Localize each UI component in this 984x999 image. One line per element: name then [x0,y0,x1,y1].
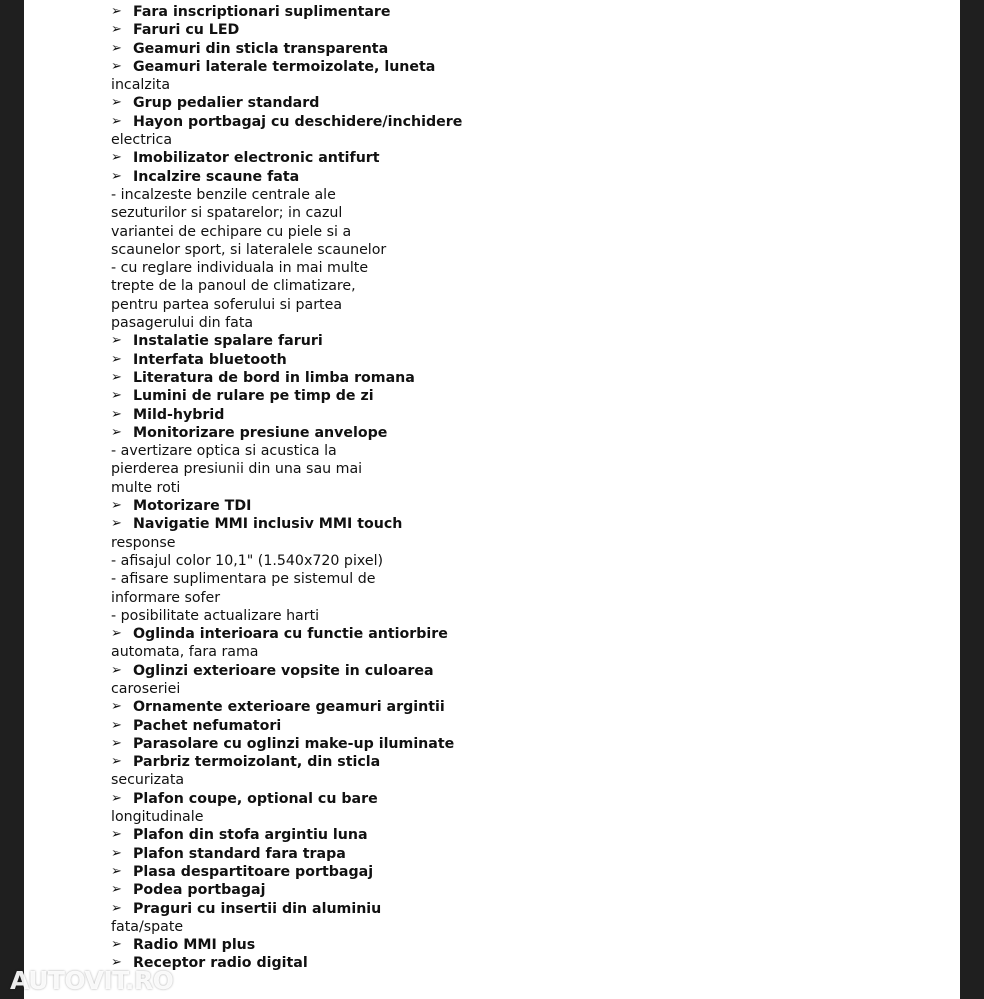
feature-item-label: Incalzire scaune fata [133,168,300,185]
feature-description-line: fata/spate [111,918,184,935]
feature-item [111,94,531,112]
feature-item [111,497,531,515]
feature-item [111,954,531,972]
feature-item-label: Geamuri laterale termoizolate, luneta [133,58,436,75]
feature-description-line: sezuturilor si spatarelor; in cazul [111,205,343,222]
arrow-bullet-icon: ➢ [111,113,122,129]
feature-item [111,717,531,735]
feature-item [111,387,531,405]
feature-description-line: - incalzeste benzile centrale ale [111,186,336,203]
feature-item [111,21,531,39]
feature-item [111,58,531,76]
feature-item [111,936,531,954]
feature-item-label: Instalatie spalare faruri [133,333,323,350]
feature-item [111,3,531,21]
feature-item-label: Lumini de rulare pe timp de zi [133,388,374,405]
arrow-bullet-icon: ➢ [111,351,122,367]
feature-item-label: Literatura de bord in limba romana [133,369,415,386]
arrow-bullet-icon: ➢ [111,845,122,861]
arrow-bullet-icon: ➢ [111,516,122,532]
feature-item-label: Mild-hybrid [133,406,225,423]
feature-item-label: Receptor radio digital [133,955,308,972]
arrow-bullet-icon: ➢ [111,790,122,806]
feature-item-label: Plafon din stofa argintiu luna [133,827,368,844]
arrow-bullet-icon: ➢ [111,882,122,898]
feature-item [111,881,531,899]
feature-item-label: Hayon portbagaj cu deschidere/inchidere [133,113,463,130]
feature-item [111,168,531,186]
feature-item [111,351,531,369]
arrow-bullet-icon: ➢ [111,424,122,440]
arrow-bullet-icon: ➢ [111,388,122,404]
arrow-bullet-icon: ➢ [111,168,122,184]
arrow-bullet-icon: ➢ [111,626,122,642]
feature-description-line: - posibilitate actualizare harti [111,607,320,624]
feature-description-line: variantei de echipare cu piele si a [111,223,352,240]
arrow-bullet-icon: ➢ [111,95,122,111]
feature-description-line: scaunelor sport, si lateralele scaunelor [111,241,387,258]
feature-item-label: Radio MMI plus [133,937,256,954]
arrow-bullet-icon: ➢ [111,58,122,74]
feature-item [111,698,531,716]
feature-item-label: Parasolare cu oglinzi make-up iluminate [133,735,455,752]
feature-item-label: Interfata bluetooth [133,351,287,368]
feature-description-line: - afisajul color 10,1" (1.540x720 pixel) [111,552,384,569]
feature-list [111,3,531,973]
feature-item-label: Podea portbagaj [133,882,266,899]
feature-description-line: - afisare suplimentara pe sistemul de [111,571,376,588]
arrow-bullet-icon: ➢ [111,4,122,19]
feature-description-line: multe roti [111,479,181,496]
feature-item [111,625,531,643]
arrow-bullet-icon: ➢ [111,717,122,733]
watermark-logo: AUTOVIT.RO [10,966,174,995]
feature-item-label: Faruri cu LED [133,22,240,39]
feature-item-label: Fara inscriptionari suplimentare [133,4,391,20]
feature-item [111,424,531,442]
feature-item-label: Plasa despartitoare portbagaj [133,863,374,880]
feature-description-line: trepte de la panoul de climatizare, [111,278,356,295]
arrow-bullet-icon: ➢ [111,40,122,56]
feature-description-line: securizata [111,772,185,789]
feature-item [111,40,531,58]
feature-item-label: Imobilizator electronic antifurt [133,150,380,167]
feature-item [111,735,531,753]
feature-item [111,662,531,680]
feature-description-line: - avertizare optica si acustica la [111,443,337,460]
feature-item [111,900,531,918]
feature-item [111,332,531,350]
arrow-bullet-icon: ➢ [111,662,122,678]
feature-item-label: Pachet nefumatori [133,717,282,734]
feature-item [111,845,531,863]
feature-item-label: Grup pedalier standard [133,95,320,112]
feature-description-line: caroseriei [111,680,181,697]
feature-description-line: incalzita [111,77,171,94]
arrow-bullet-icon: ➢ [111,827,122,843]
feature-item-label: Parbriz termoizolant, din sticla [133,754,381,771]
feature-item [111,753,531,771]
arrow-bullet-icon: ➢ [111,22,122,38]
feature-description-line: automata, fara rama [111,644,259,661]
document-page [24,0,960,999]
arrow-bullet-icon: ➢ [111,900,122,916]
feature-description-line: pasagerului din fata [111,315,254,332]
arrow-bullet-icon: ➢ [111,333,122,349]
feature-item [111,515,531,533]
arrow-bullet-icon: ➢ [111,498,122,514]
feature-description-line: informare sofer [111,589,221,606]
feature-item-label: Oglinzi exterioare vopsite in culoarea [133,662,434,679]
feature-item-label: Monitorizare presiune anvelope [133,424,388,441]
feature-item [111,863,531,881]
arrow-bullet-icon: ➢ [111,735,122,751]
feature-description-line: electrica [111,132,173,149]
feature-item-label: Praguri cu insertii din aluminiu [133,900,382,917]
arrow-bullet-icon: ➢ [111,863,122,879]
feature-description-line: longitudinale [111,809,204,826]
feature-item [111,790,531,808]
arrow-bullet-icon: ➢ [111,699,122,715]
feature-item [111,406,531,424]
feature-item [111,826,531,844]
arrow-bullet-icon: ➢ [111,369,122,385]
feature-item-label: Oglinda interioara cu functie antiorbire [133,626,448,643]
feature-item [111,149,531,167]
feature-description-line: pentru partea soferului si partea [111,296,343,313]
arrow-bullet-icon: ➢ [111,150,122,166]
feature-item [111,113,531,131]
feature-item [111,369,531,387]
arrow-bullet-icon: ➢ [111,937,122,953]
feature-item-label: Motorizare TDI [133,498,252,515]
arrow-bullet-icon: ➢ [111,955,122,971]
feature-item-label: Navigatie MMI inclusiv MMI touch [133,516,403,533]
feature-item-label: Geamuri din sticla transparenta [133,40,389,57]
feature-description-line: response [111,534,176,551]
feature-item-label: Plafon standard fara trapa [133,845,346,862]
feature-item-label: Plafon coupe, optional cu bare [133,790,378,807]
feature-description-line: pierderea presiunii din una sau mai [111,461,363,478]
feature-item-label: Ornamente exterioare geamuri argintii [133,699,445,716]
feature-description-line: - cu reglare individuala in mai multe [111,260,369,277]
arrow-bullet-icon: ➢ [111,754,122,770]
arrow-bullet-icon: ➢ [111,406,122,422]
